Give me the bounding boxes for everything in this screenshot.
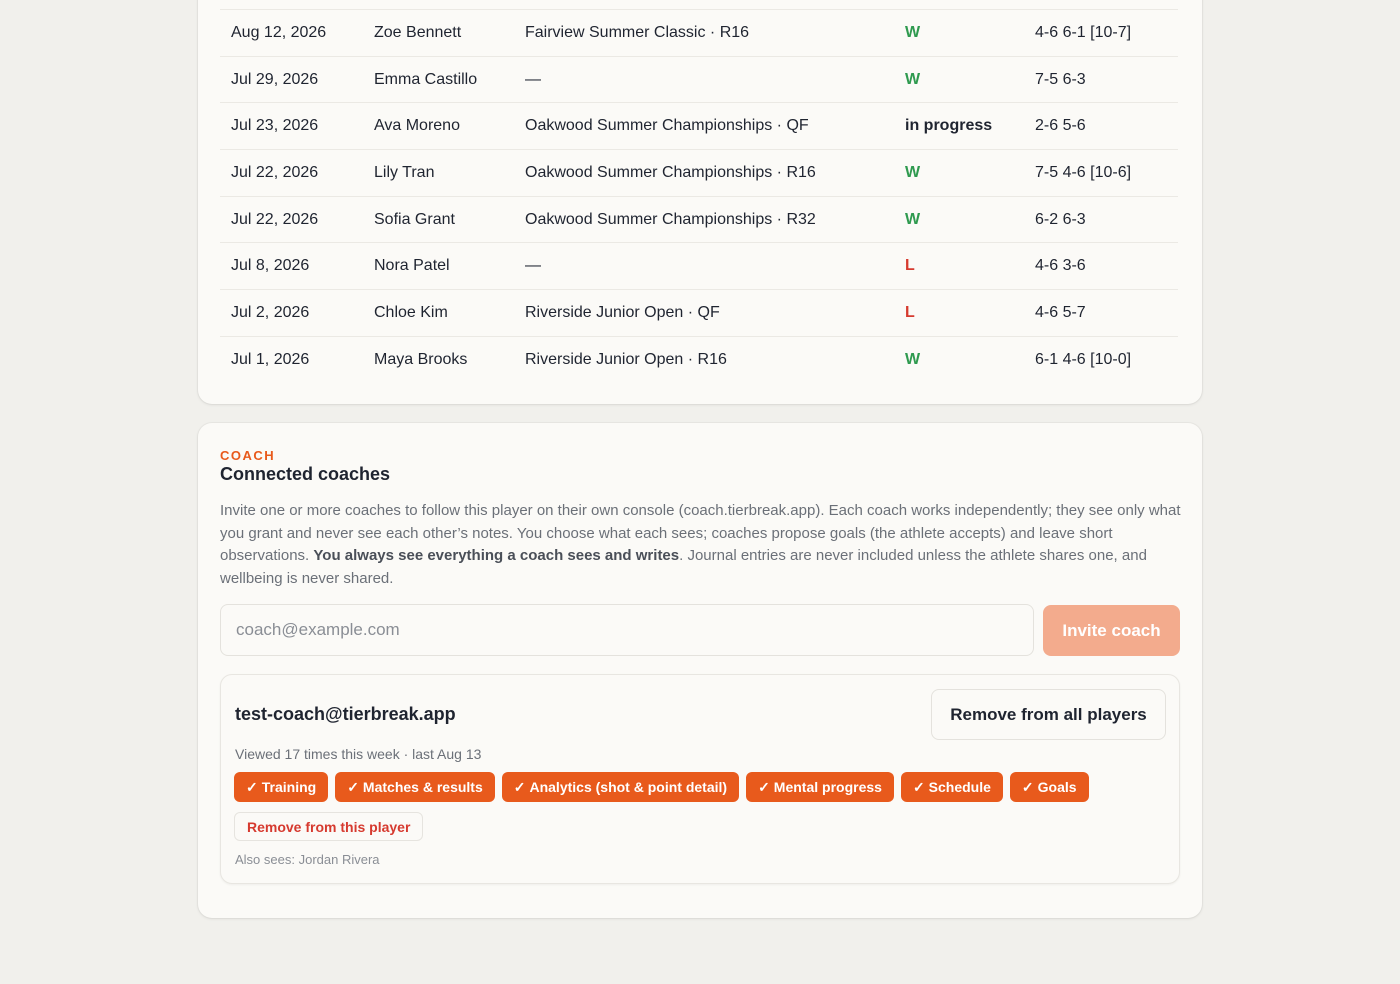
match-result: W <box>894 196 1024 243</box>
match-score: 7-5 6-3 <box>1024 56 1178 103</box>
match-score: 2-6 5-6 <box>1024 103 1178 150</box>
match-date: Aug 12, 2026 <box>220 10 363 57</box>
permission-label: Analytics (shot & point detail) <box>529 779 728 795</box>
match-score: 4-6 6-1 [10-7] <box>1024 10 1178 57</box>
match-opponent: Nora Patel <box>363 243 514 290</box>
remove-from-all-players-button[interactable]: Remove from all players <box>931 689 1166 740</box>
description-text: Invite one or more coaches to follow this player on their own console (coach.tierbreak.app). Each coach works independently; they see only what you grant and never see each other’s notes. You choose what each sees; coaches propose goals (the athlete accepts) and leave short observations. <box>220 502 1181 564</box>
match-score: 6-2 6-3 <box>1024 196 1178 243</box>
check-icon: ✓ <box>912 778 925 795</box>
match-event: Oakwood Summer Championships · R16 <box>514 150 894 197</box>
match-date: Jul 2, 2026 <box>220 290 363 337</box>
match-event: Oakwood Summer Championships · QF <box>514 103 894 150</box>
match-opponent: Chloe Kim <box>363 290 514 337</box>
invite-coach-button[interactable]: Invite coach <box>1043 605 1180 656</box>
match-event: Riverside Junior Open · QF <box>514 290 894 337</box>
match-date: Jul 1, 2026 <box>220 336 363 383</box>
match-date: Jul 22, 2026 <box>220 150 363 197</box>
connected-coach-item <box>220 674 1180 884</box>
match-opponent: Emma Castillo <box>363 56 514 103</box>
match-event: Riverside Junior Open · R16 <box>514 336 894 383</box>
check-icon: ✓ <box>758 778 770 795</box>
match-result: in progress <box>894 103 1024 150</box>
match-score: 4-6 5-7 <box>1024 290 1178 337</box>
coach-description <box>220 500 1182 590</box>
match-row <box>220 150 1178 197</box>
match-date: Jul 29, 2026 <box>220 56 363 103</box>
permission-chip[interactable] <box>1010 772 1089 802</box>
permission-label: Mental progress <box>773 779 882 795</box>
match-row <box>220 290 1178 337</box>
coach-activity: Viewed 17 times this week · last Aug 13 <box>235 746 482 762</box>
permission-label: Matches & results <box>362 779 483 795</box>
match-row <box>220 56 1178 103</box>
match-event: — <box>514 56 894 103</box>
match-result: W <box>894 336 1024 383</box>
permission-chip[interactable] <box>234 772 328 802</box>
check-icon: ✓ <box>513 778 526 795</box>
connected-coaches-card <box>198 423 1202 918</box>
match-row <box>220 196 1178 243</box>
match-date: Jul 8, 2026 <box>220 243 363 290</box>
match-date: Jul 22, 2026 <box>220 196 363 243</box>
match-history-card <box>198 0 1202 404</box>
permission-label: Training <box>261 779 317 795</box>
description-emphasis: You always see everything a coach sees and writes <box>313 547 680 564</box>
match-row <box>220 103 1178 150</box>
match-history-table <box>220 9 1178 383</box>
match-row <box>220 243 1178 290</box>
check-icon: ✓ <box>347 778 359 795</box>
match-opponent: Zoe Bennett <box>363 10 514 57</box>
match-event: — <box>514 243 894 290</box>
match-row <box>220 336 1178 383</box>
match-score: 4-6 3-6 <box>1024 243 1178 290</box>
coach-email-input[interactable] <box>220 604 1034 656</box>
match-date: Jul 23, 2026 <box>220 103 363 150</box>
match-score: 6-1 4-6 [10-0] <box>1024 336 1178 383</box>
section-eyebrow: COACH <box>220 448 276 463</box>
check-icon: ✓ <box>246 778 258 795</box>
match-result: L <box>894 290 1024 337</box>
permission-chip[interactable] <box>335 772 495 802</box>
match-result: W <box>894 150 1024 197</box>
permission-label: Schedule <box>928 779 991 795</box>
permission-chip[interactable] <box>502 772 739 802</box>
remove-from-this-player-button[interactable]: Remove from this player <box>234 812 423 841</box>
also-sees-note: Also sees: Jordan Rivera <box>235 852 380 867</box>
match-result: W <box>894 56 1024 103</box>
permission-chips <box>234 772 1089 802</box>
permission-chip[interactable] <box>901 772 1003 802</box>
match-event: Fairview Summer Classic · R16 <box>514 10 894 57</box>
match-result: W <box>894 10 1024 57</box>
match-opponent: Maya Brooks <box>363 336 514 383</box>
match-event: Oakwood Summer Championships · R32 <box>514 196 894 243</box>
coach-email: test-coach@tierbreak.app <box>235 704 456 724</box>
match-score: 7-5 4-6 [10-6] <box>1024 150 1178 197</box>
match-opponent: Ava Moreno <box>363 103 514 150</box>
description-text-end: . Journal entries are never included unless the athlete shares one, and wellbeing is never shared. <box>220 547 1147 587</box>
match-result: L <box>894 243 1024 290</box>
permission-label: Goals <box>1037 779 1077 795</box>
check-icon: ✓ <box>1021 778 1034 795</box>
match-row <box>220 10 1178 57</box>
section-title: Connected coaches <box>220 464 391 484</box>
permission-chip[interactable] <box>746 772 894 802</box>
match-opponent: Sofia Grant <box>363 196 514 243</box>
match-opponent: Lily Tran <box>363 150 514 197</box>
